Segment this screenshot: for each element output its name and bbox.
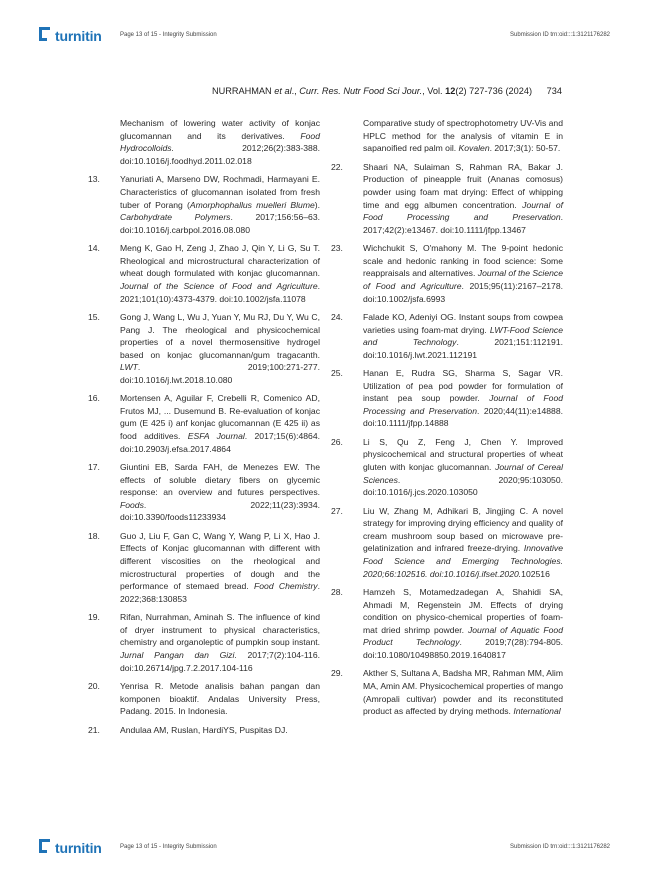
- reference-number: 23.: [331, 243, 343, 254]
- reference-journal: Journal of the Science of Food and Agriculture: [363, 268, 563, 291]
- reference-text: . 2020;44(11):e14888. doi:10.1111/jfpp.14888: [363, 405, 563, 429]
- reference-journal: Jurnal Pangan dan Gizi: [120, 649, 235, 660]
- reference-number: 27.: [331, 505, 343, 516]
- reference-text: . 2019;7(28):794-805. doi:10.1080/10498850.2019.1640817: [363, 637, 563, 660]
- reference-journal: Kovalen: [458, 143, 490, 154]
- reference-number: 25.: [331, 368, 343, 379]
- reference-journal: Journal of Food Processing and Preservation: [363, 393, 563, 416]
- reference-journal: LWT: [120, 362, 138, 373]
- reference-journal: Food Hydrocolloids.: [120, 130, 320, 154]
- reference-text: . 2017;15(6):4864. doi:10.2903/j.efsa.2017.4864: [120, 431, 320, 454]
- turnitin-logo: [38, 27, 102, 44]
- reference-text: Shaari NA, Sulaiman S, Rahman RA, Bakar J. Production of pineapple fruit (Ananas comosus) powder using foam mat drying: Effect of whipping time and egg albumen concentration.: [363, 161, 563, 210]
- bottom-submission-bar: [0, 836, 650, 862]
- reference-journal: Foods: [120, 499, 144, 510]
- reference-journal: International: [513, 706, 561, 717]
- reference-text: Gong J, Wang L, Wu J, Yuan Y, Mu RJ, Du Y, Wu C, Pang J. The rheological and physicochemical properties of a novel thermosensitive hydrogel based on konjac glucomannan/gum tragacanth.: [120, 311, 320, 360]
- left-reference-column: [88, 117, 320, 742]
- reference-text: Hanan E, Rudra SG, Sharma S, Sagar VR. Utilization of pea pod powder for formulation of instant pea soup powder.: [363, 368, 563, 404]
- reference-journal: Journal of Aquatic Food Product Technology: [363, 624, 563, 648]
- reference-text: Li S, Qu Z, Feng J, Chen Y. Improved physicochemical and structural properties of wheat gluten with konjac glucomannan.: [363, 436, 563, 473]
- reference-text: . 2017;7(2):104-116. doi:10.26714/jpg.7.2.2017.104-116: [120, 649, 320, 673]
- reference-text: Comparative study of spectrophotometry UV-Vis and HPLC method for the analysis of vitamin E in sapanoified red palm oil.: [363, 118, 563, 154]
- reference-number: 21.: [88, 724, 100, 735]
- reference-text: Yenrisa R. Metode analisis bahan pangan dan komponen bioaktif. Andalas University Press, Padang. 2015. In Indonesia.: [120, 680, 320, 717]
- page-info: Page 13 of 15 - Integrity Submission: [120, 844, 217, 850]
- reference-text: . 2021;101(10):4373-4379. doi:10.1002/jsfa.11078: [120, 280, 320, 304]
- reference-text: Rifan, Nurrahman, Aminah S. The influence of kind of dryer instrument to physical characteristics, chemistry and organoleptic of pumpkin soup instant.: [120, 612, 320, 648]
- reference-number: 22.: [331, 161, 343, 172]
- reference-text: Mechanism of lowering water activity of konjac glucomannan and its derivatives.: [120, 118, 320, 141]
- reference-number: 17.: [88, 462, 100, 473]
- reference-item: [331, 367, 563, 430]
- reference-text: Giuntini EB, Sarda FAH, de Menezes EW. The effects of soluble dietary fibers on glycemic response: an overview and futures perspectives.: [120, 462, 320, 498]
- reference-item: [331, 117, 563, 155]
- reference-item: [331, 161, 563, 237]
- turnitin-logo-icon: [38, 27, 51, 44]
- reference-item: [331, 311, 563, 361]
- reference-text: . 2022;11(23):3934. doi:10.3390/foods11233934: [120, 499, 320, 523]
- reference-journal: Journal of the Science of Food and Agriculture: [120, 280, 318, 291]
- top-submission-bar: [0, 24, 650, 50]
- reference-journal: Journal of Cereal Sciences: [363, 462, 563, 485]
- right-reference-column: [331, 117, 563, 724]
- turnitin-logo: [38, 839, 102, 856]
- turnitin-logo-text: turnitin: [55, 27, 102, 44]
- submission-id: Submission ID trn:oid:::1:3121176282: [510, 844, 610, 850]
- page-number: 734: [546, 86, 562, 96]
- reference-number: 20.: [88, 680, 100, 691]
- reference-text: Guo J, Liu F, Gan C, Wang Y, Wang P, Li X, Hao J. Effects of Konjac glucomannan with different with different viscosities on the rheological and microstructural properties of dough and the performance of stemaed bread.: [120, 530, 320, 592]
- turnitin-logo-text: turnitin: [55, 839, 102, 856]
- reference-item: [88, 680, 320, 718]
- reference-number: 14.: [88, 243, 100, 254]
- reference-journal: ESFA Journal: [187, 431, 245, 442]
- reference-text: Wichchukit S, O'mahony M. The 9-point hedonic scale and hedonic ranking in food science: Some reappraisals and alternatives.: [363, 243, 563, 279]
- reference-item: [88, 461, 320, 524]
- reference-text: ).: [314, 199, 321, 210]
- reference-item: [88, 173, 320, 236]
- running-head: [0, 86, 650, 100]
- reference-item: [331, 436, 563, 499]
- reference-text: Hamzeh S, Motamedzadegan A, Shahidi SA, Ahmadi M, Regenstein JM. Effects of drying condition on physico-chemical properties of foam-mat dried shrimp powder.: [363, 586, 563, 635]
- page-info: Page 13 of 15 - Integrity Submission: [120, 32, 217, 38]
- reference-item: [331, 586, 563, 662]
- reference-journal: Food Chemistry: [254, 581, 318, 592]
- reference-number: 13.: [88, 174, 100, 185]
- reference-text: . 2021;151:112191. doi:10.1016/j.lwt.2021.112191: [363, 337, 563, 360]
- reference-item: [88, 724, 320, 737]
- reference-text: 102516: [521, 568, 550, 579]
- reference-text: Mortensen A, Aguilar F, Crebelli R, Comenico AD, Frutos MJ, ... Dusemund B. Re-evaluation of konjac gum (E 425 i) anf konjac glucomannan (E 425 ii) as food additives.: [120, 393, 320, 442]
- reference-number: 26.: [331, 436, 343, 447]
- journal-citation: NURRAHMAN et al., Curr. Res. Nutr Food Sci Jour., Vol. 12(2) 727-736 (2024): [211, 86, 532, 96]
- reference-text: . 2022;368:130853: [120, 581, 320, 604]
- reference-journal: Amorphophallus muelleri Blume: [189, 199, 315, 210]
- submission-id: Submission ID trn:oid:::1:3121176282: [510, 32, 610, 38]
- reference-text: Meng K, Gao H, Zeng J, Zhao J, Qin Y, Li G, Su T. Rheological and microstructural characterization of wheat dough formulated with konjac glucomannan.: [120, 243, 320, 279]
- reference-journal: Carbohydrate Polymers: [120, 212, 231, 223]
- reference-number: 16.: [88, 393, 100, 404]
- reference-item: [88, 242, 320, 305]
- reference-item: [331, 505, 563, 581]
- reference-item: [331, 242, 563, 305]
- turnitin-logo-icon: [38, 839, 51, 856]
- reference-text: Falade KO, Adeniyi OG. Instant soups from cowpea varieties using foam-mat drying.: [363, 311, 563, 335]
- reference-number: 15.: [88, 311, 100, 322]
- reference-text: Yanuriati A, Marseno DW, Rochmadi, Harmayani E. Characteristics of glucomannan isolated from fresh tuber of Porang (: [120, 174, 320, 210]
- reference-text: . 2015;95(11):2167–2178. doi:10.1002/jsfa.6993: [363, 280, 563, 304]
- reference-journal: LWT-Food Science and Technology: [363, 324, 563, 348]
- reference-text: . 2017;156:56–63. doi:10.1016/j.carbpol.2016.08.080: [120, 212, 320, 235]
- reference-journal: Journal of Food Processing and Preservation: [363, 199, 563, 223]
- reference-item: [88, 530, 320, 606]
- reference-number: 28.: [331, 586, 343, 597]
- reference-text: Akther S, Sultana A, Badsha MR, Rahman MM, Alim MA, Amin AM. Physicochemical properties of mango (Amropali cultivar) powder and its reconstituted product as affected by drying methods.: [363, 668, 563, 717]
- reference-text: Andulaa AM, Ruslan, HardiYS, Puspitas DJ.: [120, 724, 288, 735]
- reference-number: 19.: [88, 612, 100, 623]
- reference-text: . 2017;3(1): 50-57.: [489, 143, 561, 154]
- reference-text: Liu W, Zhang M, Adhikari B, Jingjing C. A novel strategy for improving drying efficiency and quality of cream mushroom soup based on microwave pre-gelatinization and infrared freeze-drying.: [363, 505, 563, 554]
- reference-text: . 2017;42(2):e13467. doi:10.1111/jfpp.13467: [363, 212, 563, 235]
- reference-number: 18.: [88, 530, 100, 541]
- reference-item: [331, 667, 563, 717]
- reference-text: . 2020;95:103050. doi:10.1016/j.jcs.2020.103050: [363, 474, 563, 498]
- reference-number: 29.: [331, 668, 343, 679]
- reference-text: . 2019;100:271-277. doi:10.1016/j.lwt.2018.10.080: [120, 362, 320, 385]
- reference-item: [88, 611, 320, 674]
- reference-journal: Innovative Food Science and Emerging Technologies. 2020;66:102516. doi:10.1016/j.ifset.2020.: [363, 543, 563, 579]
- reference-number: 24.: [331, 311, 343, 322]
- reference-text: 2012;26(2):383-388. doi:10.1016/j.foodhyd.2011.02.018: [120, 143, 320, 166]
- reference-item: [88, 117, 320, 167]
- reference-item: [88, 392, 320, 455]
- reference-item: [88, 311, 320, 387]
